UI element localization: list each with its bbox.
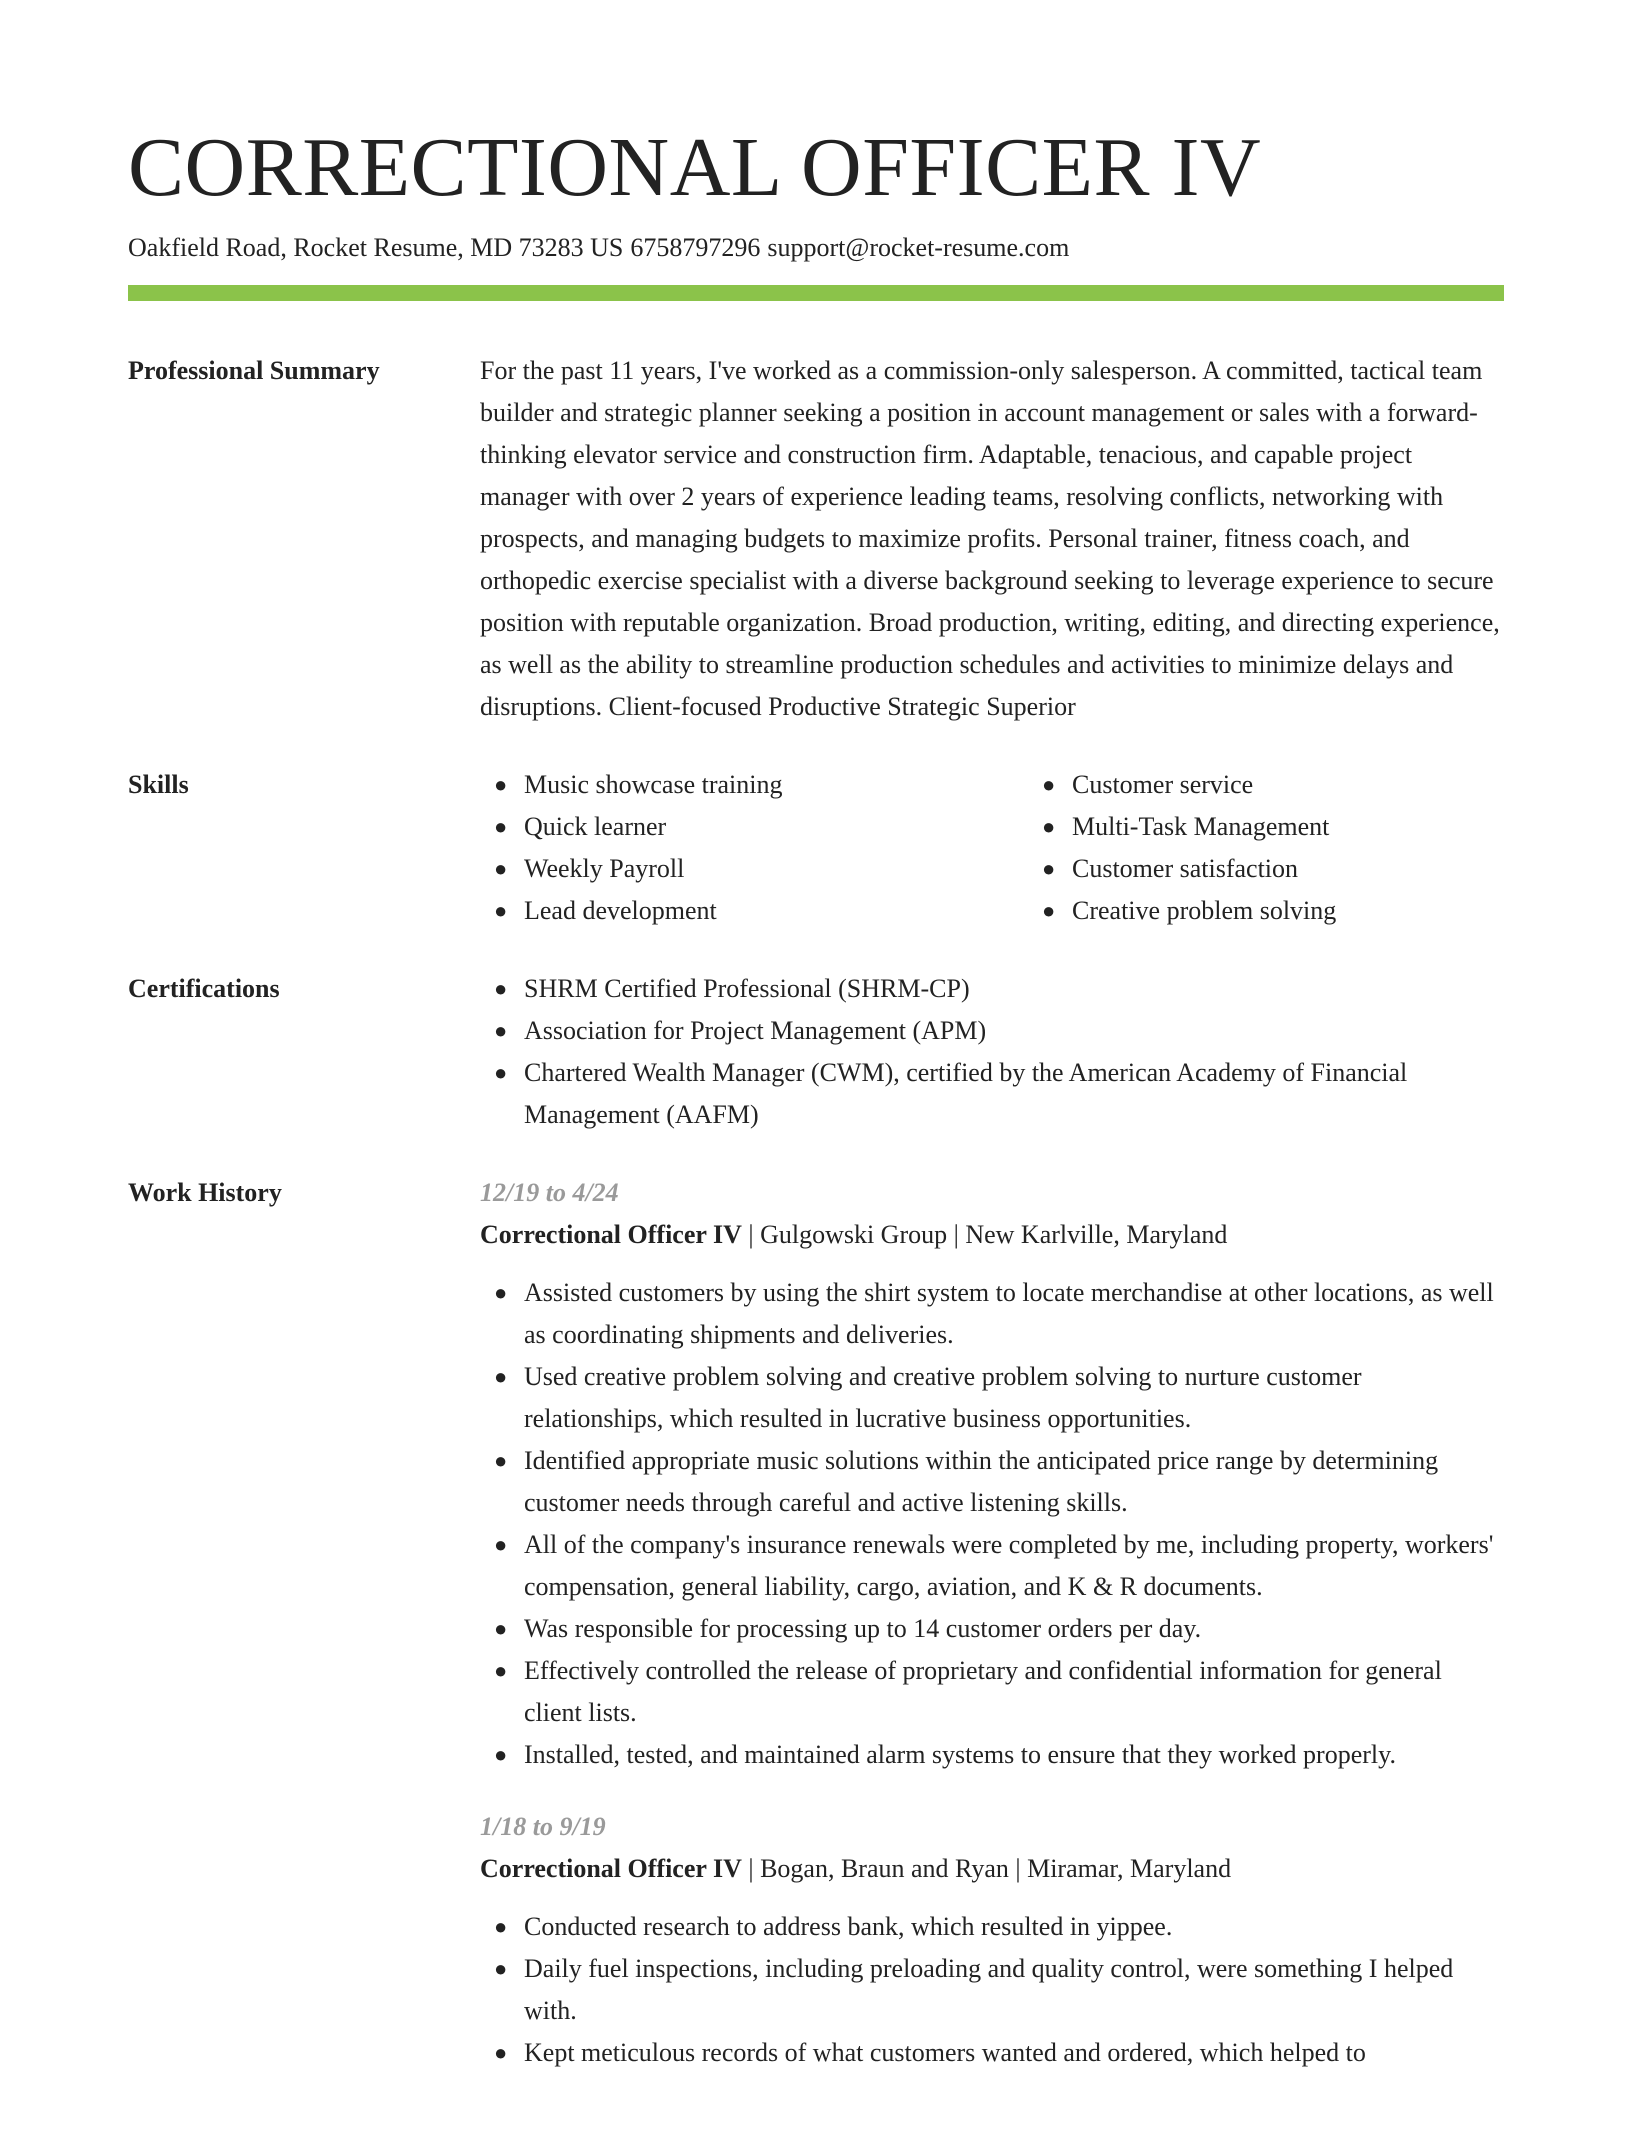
duty-text: Installed, tested, and maintained alarm systems to ensure that they worked properly. — [524, 1740, 1396, 1769]
bullet-icon: ● — [494, 1448, 508, 1473]
skill-text: Quick learner — [524, 812, 667, 841]
skill-item — [494, 806, 1028, 848]
bullet-icon: ● — [494, 856, 508, 881]
duty-text: All of the company's insurance renewals were completed by me, including property, workers' compensation, general liability, cargo, aviation, and K & R documents. — [524, 1530, 1494, 1601]
duty-text: Used creative problem solving and creative problem solving to nurture customer relationships, which resulted in lucrative business opportunities. — [524, 1362, 1362, 1433]
job-duty — [494, 1356, 1504, 1440]
skill-text: Customer service — [1072, 770, 1254, 799]
job-dates: 12/19 to 4/24 — [480, 1178, 619, 1207]
duty-text: Identified appropriate music solutions within the anticipated price range by determining customer needs through careful and active listening skills. — [524, 1446, 1439, 1517]
skill-item — [1042, 890, 1504, 932]
skills-list-left — [480, 764, 1028, 932]
bullet-icon: ● — [494, 1658, 508, 1683]
skills-heading: Skills — [128, 770, 189, 799]
summary-heading: Professional Summary — [128, 356, 380, 385]
job-duty — [494, 1734, 1504, 1776]
contact-line — [128, 230, 1069, 266]
skills-body — [480, 764, 1504, 932]
duty-text: Daily fuel inspections, including preloading and quality control, were something I helped with. — [524, 1954, 1454, 2025]
skill-text: Lead development — [524, 896, 717, 925]
bullet-icon: ● — [494, 2040, 508, 2065]
job-duty — [494, 1948, 1504, 2032]
contact-email[interactable]: support@rocket-resume.com — [767, 233, 1070, 262]
header-divider — [128, 285, 1504, 301]
bullet-icon: ● — [1042, 814, 1056, 839]
separator: | — [1015, 1854, 1021, 1883]
certification-item — [494, 968, 1504, 1010]
job-duty — [494, 1650, 1504, 1734]
bullet-icon: ● — [494, 1616, 508, 1641]
bullet-icon: ● — [494, 1742, 508, 1767]
bullet-icon: ● — [494, 772, 508, 797]
certification-item — [494, 1052, 1504, 1136]
skill-text: Music showcase training — [524, 770, 783, 799]
skill-item — [1042, 764, 1504, 806]
bullet-icon: ● — [494, 1532, 508, 1557]
skill-item — [1042, 806, 1504, 848]
certification-text: Association for Project Management (APM) — [524, 1016, 987, 1045]
duty-text: Was responsible for processing up to 14 customer orders per day. — [524, 1614, 1202, 1643]
bullet-icon: ● — [494, 1280, 508, 1305]
bullet-icon: ● — [494, 1364, 508, 1389]
skills-section — [128, 764, 1504, 932]
bullet-icon: ● — [1042, 856, 1056, 881]
resume-name: CORRECTIONAL OFFICER IV — [128, 121, 1262, 214]
skills-list-right — [1028, 764, 1504, 932]
job-dates: 1/18 to 9/19 — [480, 1812, 606, 1841]
bullet-icon: ● — [494, 1018, 508, 1043]
bullet-icon: ● — [494, 1956, 508, 1981]
work-history-heading: Work History — [128, 1178, 282, 1207]
bullet-icon: ● — [494, 1060, 508, 1085]
bullet-icon: ● — [1042, 898, 1056, 923]
job-duty — [494, 1608, 1504, 1650]
skill-text: Multi-Task Management — [1072, 812, 1330, 841]
job-duty — [494, 1440, 1504, 1524]
job-location: New Karlville, Maryland — [965, 1220, 1228, 1249]
bullet-icon: ● — [1042, 772, 1056, 797]
contact-address: Oakfield Road, Rocket Resume, MD 73283 US — [128, 233, 624, 262]
summary-text: For the past 11 years, I've worked as a commission-only salesperson. A committed, tactical team builder and strategic planner seeking a position in account management or sales with a forward-thinking elevator service and construction firm. Adaptable, tenacious, and capable project manager with over 2 years of experience leading teams, resolving conflicts, networking with prospects, and managing budgets to maximize profits. Personal trainer, fitness coach, and orthopedic exercise specialist with a diverse background seeking to leverage experience to secure position with reputable organization. Broad production, writing, editing, and directing experience, as well as the ability to streamline production schedules and activities to minimize delays and disruptions. Client-focused Productive Strategic Superior — [480, 356, 1500, 721]
contact-phone: 6758797296 — [630, 233, 761, 262]
bullet-icon: ● — [494, 898, 508, 923]
job-duties-list — [480, 1272, 1504, 1776]
certifications-heading: Certifications — [128, 974, 280, 1003]
resume-content — [128, 350, 1504, 2140]
separator: | — [748, 1854, 754, 1883]
bullet-icon: ● — [494, 976, 508, 1001]
duty-text: Effectively controlled the release of proprietary and confidential information for general client lists. — [524, 1656, 1442, 1727]
duty-text: Kept meticulous records of what customers wanted and ordered, which helped to — [524, 2038, 1366, 2067]
job-duties-list — [480, 1906, 1504, 2074]
job-duty — [494, 1524, 1504, 1608]
job-company: Gulgowski Group — [760, 1220, 948, 1249]
certifications-section — [128, 968, 1504, 1136]
summary-section — [128, 350, 1504, 728]
skill-item — [494, 890, 1028, 932]
skill-text: Customer satisfaction — [1072, 854, 1299, 883]
job-duty — [494, 2032, 1504, 2074]
bullet-icon: ● — [494, 1914, 508, 1939]
certifications-list — [480, 968, 1504, 1136]
certification-text: SHRM Certified Professional (SHRM-CP) — [524, 974, 970, 1003]
duty-text: Conducted research to address bank, which resulted in yippee. — [524, 1912, 1173, 1941]
job-title: Correctional Officer IV — [480, 1220, 742, 1249]
work-history-section — [128, 1172, 1504, 2104]
skill-text: Weekly Payroll — [524, 854, 685, 883]
certification-text: Chartered Wealth Manager (CWM), certified by the American Academy of Financial Management (AAFM) — [524, 1058, 1408, 1129]
summary-body — [480, 350, 1504, 728]
skill-text: Creative problem solving — [1072, 896, 1337, 925]
job-company: Bogan, Braun and Ryan — [760, 1854, 1009, 1883]
bullet-icon: ● — [494, 814, 508, 839]
duty-text: Assisted customers by using the shirt system to locate merchandise at other locations, as well as coordinating shipments and deliveries. — [524, 1278, 1494, 1349]
certifications-body — [480, 968, 1504, 1136]
skill-item — [494, 848, 1028, 890]
job-location: Miramar, Maryland — [1027, 1854, 1232, 1883]
job-header — [480, 1214, 1504, 1256]
job-duty — [494, 1272, 1504, 1356]
job-header — [480, 1848, 1504, 1890]
separator: | — [953, 1220, 959, 1249]
job-entry — [480, 1806, 1504, 2074]
job-entry — [480, 1172, 1504, 1776]
skill-item — [1042, 848, 1504, 890]
certification-item — [494, 1010, 1504, 1052]
work-history-body — [480, 1172, 1504, 2104]
job-duty — [494, 1906, 1504, 1948]
job-title: Correctional Officer IV — [480, 1854, 742, 1883]
skill-item — [494, 764, 1028, 806]
separator: | — [748, 1220, 754, 1249]
